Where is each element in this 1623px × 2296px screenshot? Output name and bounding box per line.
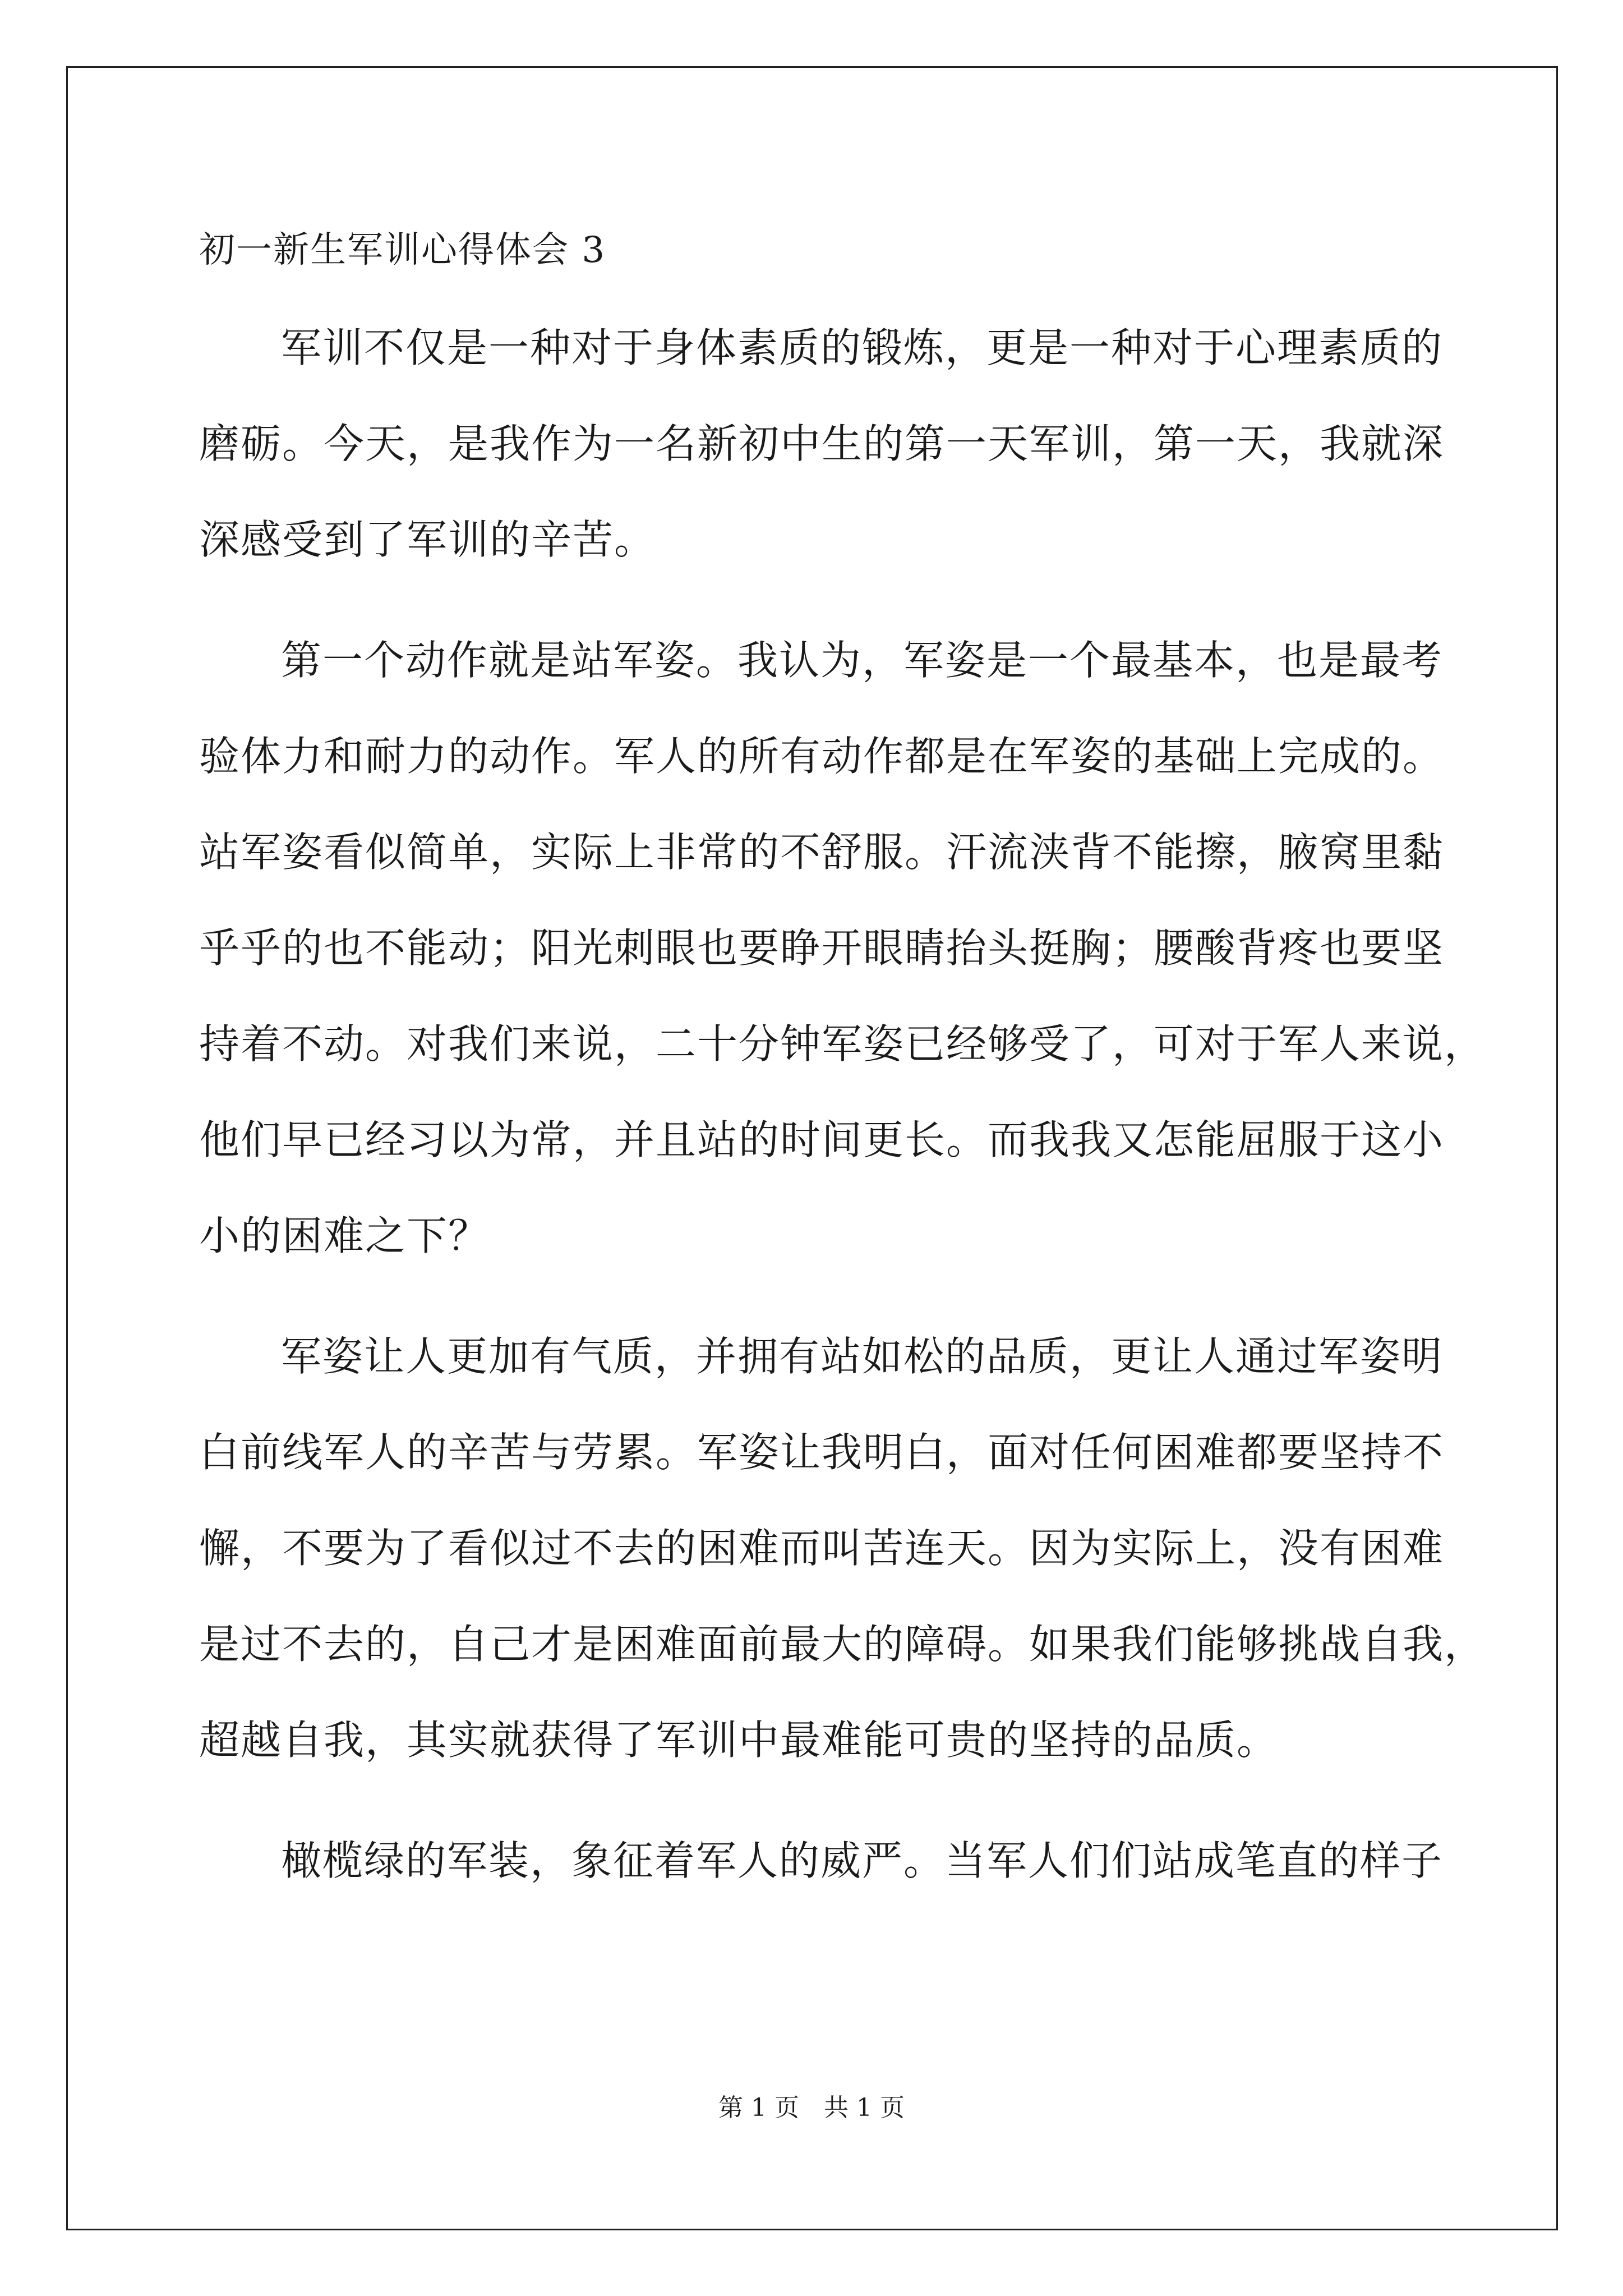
page-number-footer: 第 1 页 共 1 页 — [718, 2093, 905, 2122]
text-line: 持着不动。对我们来说，二十分钟军姿已经够受了，可对于军人来说， — [199, 1020, 1486, 1068]
text-line: 站军姿看似简单，实际上非常的不舒服。汗流浃背不能擦，腋窝里黏 — [199, 829, 1445, 876]
text-line: 白前线军人的辛苦与劳累。军姿让我明白，面对任何困难都要坚持不 — [199, 1429, 1445, 1476]
text-line: 军姿让人更加有气质，并拥有站如松的品质，更让人通过军姿明 — [281, 1333, 1444, 1380]
paragraph-1 — [199, 300, 1445, 588]
text-line: 深感受到了军训的辛苦。 — [199, 516, 656, 563]
paragraph-2 — [199, 613, 1486, 1284]
text-line: 懈，不要为了看似过不去的困难而叫苦连天。因为实际上，没有困难 — [199, 1525, 1445, 1572]
document-body — [199, 300, 1486, 1934]
text-line: 橄榄绿的军装，象征着军人的威严。当军人们们站成笔直的样子 — [281, 1837, 1444, 1884]
text-line: 是过不去的，自己才是困难面前最大的障碍。如果我们能够挑战自我， — [199, 1621, 1486, 1668]
text-line: 超越自我，其实就获得了军训中最难能可贵的坚持的品质。 — [199, 1717, 1279, 1764]
text-line: 验体力和耐力的动作。军人的所有动作都是在军姿的基础上完成的。 — [199, 733, 1445, 780]
text-line: 磨砺。今天，是我作为一名新初中生的第一天军训，第一天，我就深 — [199, 420, 1445, 467]
text-line: 军训不仅是一种对于身体素质的锻炼，更是一种对于心理素质的 — [281, 324, 1444, 371]
document-title: 初一新生军训心得体会 3 — [199, 229, 606, 271]
text-line: 乎乎的也不能动；阳光刺眼也要睁开眼睛抬头挺胸；腰酸背疼也要坚 — [199, 924, 1445, 972]
paragraph-3 — [199, 1309, 1486, 1788]
paragraph-4 — [199, 1813, 1444, 1909]
text-line: 他们早已经习以为常，并且站的时间更长。而我我又怎能屈服于这小 — [199, 1116, 1445, 1163]
text-line: 小的困难之下？ — [199, 1212, 490, 1259]
text-line: 第一个动作就是站军姿。我认为，军姿是一个最基本，也是最考 — [281, 637, 1444, 684]
